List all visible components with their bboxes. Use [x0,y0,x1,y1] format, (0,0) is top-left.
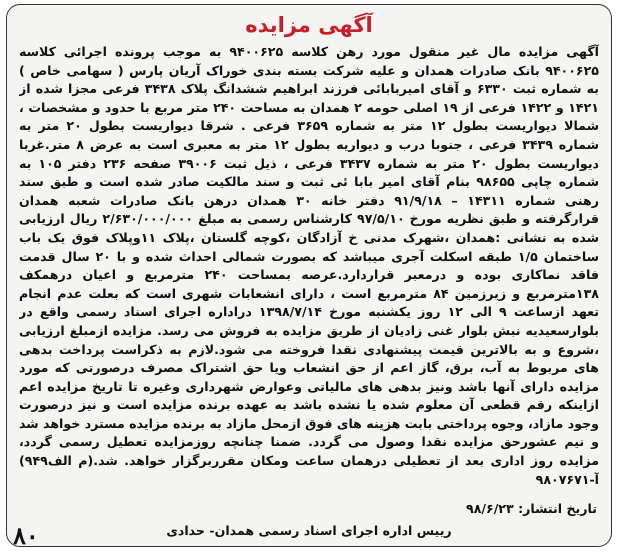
publication-date: تاریخ انتشار: ۹۸/۶/۲۳ [466,501,597,516]
notice-heading: آگهی مزایده [245,13,373,37]
corner-mark: ۸۰ [13,521,39,547]
notice-card [6,4,612,547]
signature-line: رییس اداره اجرای اسناد رسمی همدان- حدادی [166,523,452,538]
notice-body: آگهی مزایده مال غیر منقول مورد رهن کلاسه ۹۴۰۰۶۲۵ به موجب پرونده اجرائی کلاسه ۹۴۰۰۶۲۵ بانک صادرات همدان و علیه شرکت بسته بندی خوراک آریان پارس ( سهامی خاص ) به شماره ثبت ۶۳۳۰ و آقای امیربابائی فرزند ابراهیم ششدانگ پلاک ۳۴۳۸ فرعی مجزا شده از ۱۴۲۱ و ۱۴۲۲ فرعی از ۱۹ اصلی حومه ۲ همدان به مساحت ۲۴۰ متر مربع با حدود و مشخصات ، شمالا دیواریست بطول ۱۲ متر به شماره ۳۶۵۹ فرعی . شرقا دیواریست بطول ۲۰ متر به شماره ۳۴۳۹ فرعی ، جنوبا درب و دیواریه بطول ۱۲ متر به معبری است به عرض ۸ متر.غربا دیواریست بطول ۲۰ متر به شماره ۳۴۳۷ فرعی ، ذیل ثبت ۳۹۰۰۶ صفحه ۲۳۶ دفتر ۱۰۵ به شماره چاپی ۹۸۶۵۵ بنام آقای امیر بابا ئی ثبت و سند مالکیت صادر شده است و طبق سند رهنی شماره ۱۴۳۱۱ – ۹۱/۹/۱۸ دفتر خانه ۳۰ همدان درهن بانک صادرات شعبه همدان قرارگرفته و طبق نظریه مورخ ۹۷/۵/۱۰ کارشناس رسمی به مبلغ ۲/۶۳۰/۰۰۰/۰۰۰ ریال ارزیابی شده به نشانی :همدان ،شهرک مدنی خ آزادگان ،کوچه گلستان ،پلاک ۱۱وپلاک فوق یک باب ساختمان ۱/۵ طبقه اسکلت آجری میباشد که بصورت شمالی احداث شده و با ۲۰ سال قدمت فاقد نماکاری بوده و درمعبر قراردارد.عرصه بمساحت ۲۴۰ مترمربع و اعیان درهمکف ۱۳۸مترمربع و زیرزمین ۸۴ مترمربع است ، دارای انشعابات شهری است که بعلت عدم انجام تعهد ازساعت ۹ الی ۱۲ روز یکشنبه مورخ ۱۳۹۸/۷/۱۴ دراداره اجرای اسناد رسمی واقع در بلوارسعیدیه نبش بلوار غنی زادیان از طریق مزایده به فروش می رسد. مزایده ازمبلغ ارزیابی ،شروع و به بالاترین قیمت پیشنهادی نقدا فروخته می شود.لازم به ذکراست پرداخت بدهی های مربوط به آب، برق، گاز اعم از حق انشعاب ویا حق اشتراک مصرف درصورتی که مورد مزایده دارای آنها باشد ونیز بدهی های مالیاتی وعوارض شهرداری وغیره تا تاریخ مزایده اعم ازاینکه رقم قطعی آن معلوم شده یا نشده باشد به عهده برنده مزایده است و نیز درصورت وجود مازاد، وجوه پرداختی بابت هزینه های فوق ازمحل مازاد به برنده مزایده مسترد خواهد شد و نیم عشورحق مزایده نقدا وصول می گردد. ضمنا چنانچه روزمزایده تعطیل رسمی گردد، مزایده روز اداری بعد از تعطیلی درهمان ساعت ومکان مقرربرگزار خواهد. شد.(م الف۹۴۹) آ-۹۸۰۷۶۷۱ [19,44,599,487]
